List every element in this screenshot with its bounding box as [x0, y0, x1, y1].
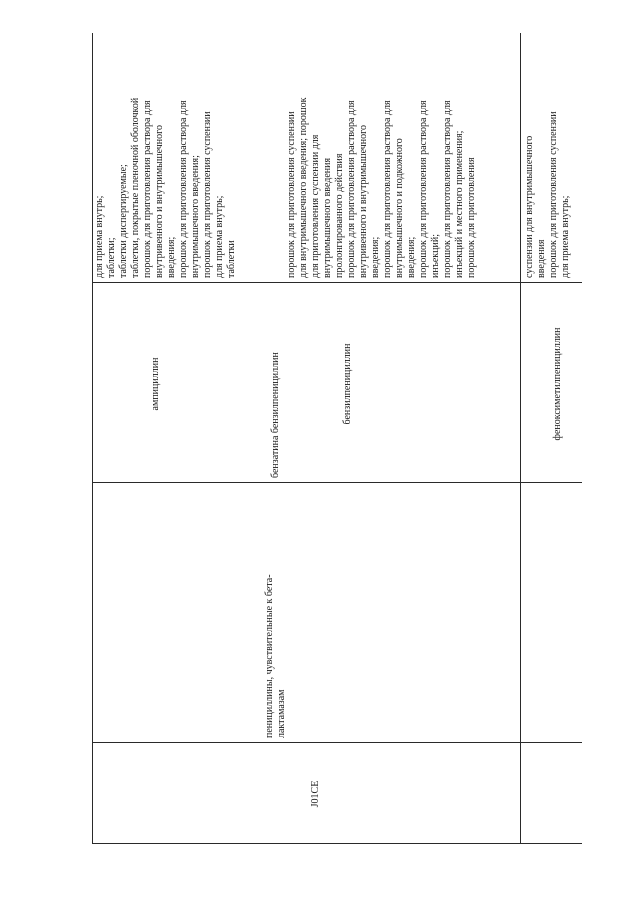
column-divider-code: [92, 742, 582, 743]
form-line: порошок для приготовления раствора для: [382, 100, 393, 278]
form-line: порошок для приготовления раствора для: [178, 100, 189, 278]
form-line: порошок для приготовления раствора для: [418, 100, 429, 278]
drug-name-ampicillin: ампициллин: [150, 357, 161, 411]
atc-code: J01CE: [310, 780, 321, 808]
group-line: лактамазам: [276, 689, 287, 738]
form-line: таблетки диспергируемые;: [118, 164, 129, 278]
form-line: введения;: [370, 236, 381, 278]
pharmacological-group: [264, 480, 288, 742]
form-line: внутримышечного введения;: [190, 155, 201, 278]
form-line: таблетки, покрытые пленочной оболочкой: [130, 97, 141, 278]
form-line: порошок для приготовления раствора для: [442, 100, 453, 278]
form-line: порошок для приготовления раствора для: [346, 100, 357, 278]
form-line: для приема внутрь;: [560, 195, 571, 278]
form-line: таблетки: [226, 240, 237, 278]
form-line: таблетки;: [106, 237, 117, 278]
form-line: пролонгированного действия: [334, 153, 345, 278]
column-divider-group: [92, 482, 582, 483]
form-line: для приема внутрь;: [94, 195, 105, 278]
form-line: введения;: [166, 236, 177, 278]
form-line: для внутримышечного введения; порошок: [298, 97, 309, 278]
form-line: внутривенного и внутримышечного: [358, 124, 369, 278]
form-line: суспензии для внутримышечного: [524, 135, 535, 278]
form-line: инъекций;: [430, 233, 441, 278]
group-line: пенициллины, чувствительные к бета-: [264, 574, 275, 738]
column-divider-drug: [92, 282, 582, 283]
form-line: внутримышечного введения: [322, 157, 333, 278]
form-line: порошок для приготовления суспензии: [286, 111, 297, 278]
dosage-forms-benzylpenicillin: [346, 29, 478, 282]
row-divider: [520, 33, 521, 844]
dosage-forms-phenoxymethylpenicillin: [524, 29, 572, 282]
form-line: порошок для приготовления: [466, 157, 477, 278]
table-border-top: [92, 33, 93, 844]
table-border-left: [92, 843, 582, 844]
form-line: введения;: [406, 236, 417, 278]
rotated-table: [92, 33, 582, 844]
form-line: порошок для приготовления суспензии: [548, 111, 559, 278]
form-line: внутривенного и внутримышечного: [154, 124, 165, 278]
form-line: внутримышечного и подкожного: [394, 138, 405, 278]
form-line: порошок для приготовления суспензии: [202, 111, 213, 278]
form-line: порошок для приготовления раствора для: [142, 100, 153, 278]
drug-name-benzathine-benzylpenicillin: бензатина бензилпенициллин: [270, 352, 281, 478]
drug-name-benzylpenicillin: бензилпенициллин: [342, 343, 353, 425]
form-line: для приема внутрь;: [214, 195, 225, 278]
drug-name-phenoxymethylpenicillin: феноксиметилпенициллин: [552, 327, 563, 441]
dosage-forms-benzathine: [286, 29, 346, 282]
form-line: инъекций и местного применения;: [454, 130, 465, 278]
form-line: для приготовления суспензии для: [310, 134, 321, 278]
dosage-forms-ampicillin: [94, 29, 238, 282]
form-line: введения: [536, 239, 547, 278]
